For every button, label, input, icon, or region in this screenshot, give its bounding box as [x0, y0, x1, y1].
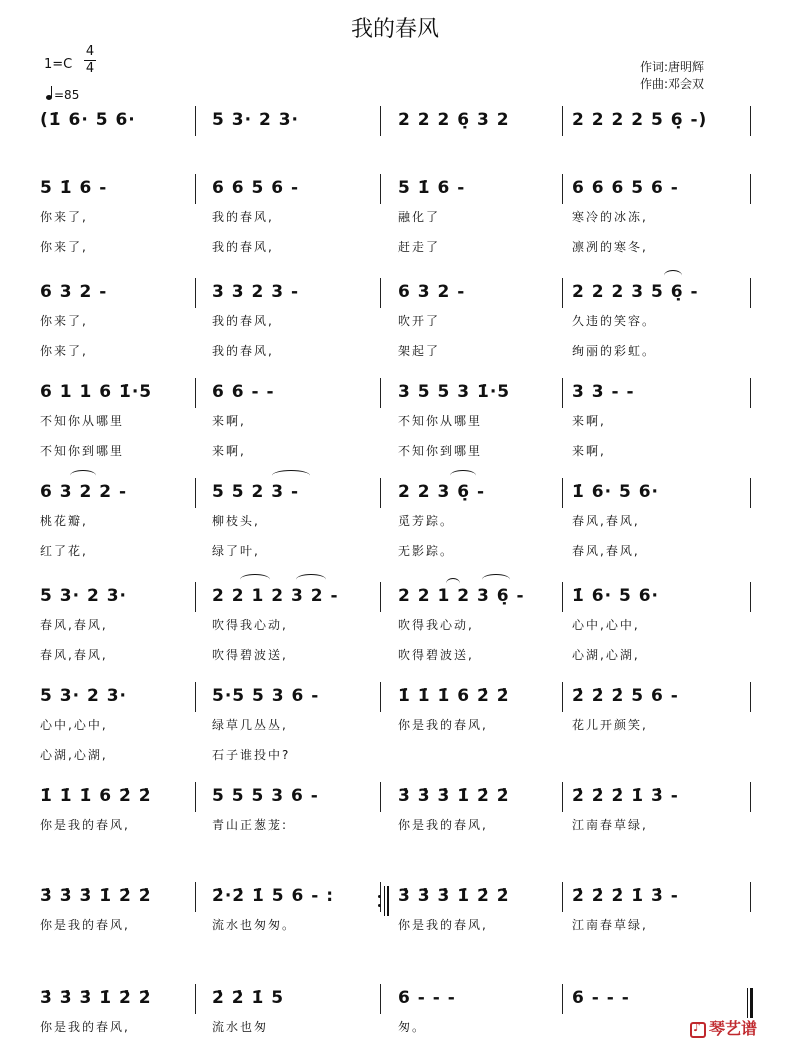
measure-notes: 5 5 2 3 -: [212, 482, 300, 502]
measure-notes: 2 2 2 2 5 6̣ -): [572, 110, 708, 130]
lyric-segment: 来啊,: [572, 444, 606, 458]
barline: [195, 682, 196, 712]
measure-notes: 2 2 2 6̣ 3 2: [398, 110, 510, 130]
measure-notes: (1̇ 6· 5 6·: [40, 110, 136, 130]
barline: [562, 378, 563, 408]
measure-notes: 6 6 6 5 6 -: [572, 178, 679, 198]
key-signature: 1=C: [44, 57, 73, 72]
barline: [380, 106, 381, 136]
lyric-segment: 你是我的春风,: [398, 718, 488, 732]
lyric-segment: 不知你从哪里: [398, 414, 483, 428]
barline: [562, 174, 563, 204]
measure-notes: 3̇ 3̇ 3̇ 1̇ 2̇ 2̇: [40, 988, 152, 1008]
quarter-note-icon: [46, 95, 52, 100]
lyric-segment: 吹得我心动,: [398, 618, 474, 632]
measure-notes: 6 3 2 -: [40, 282, 108, 302]
barline: [750, 882, 751, 912]
slur: [240, 574, 270, 585]
lyric-segment: 心中,心中,: [40, 718, 108, 732]
lyric-segment: 我的春风,: [212, 210, 274, 224]
lyric-segment: 来啊,: [572, 414, 606, 428]
barline: [380, 174, 381, 204]
barline: [750, 278, 751, 308]
slur: [664, 270, 682, 281]
lyric-segment: 青山正葱茏:: [212, 818, 289, 832]
lyric-segment: 不知你从哪里: [40, 414, 125, 428]
barline: [380, 478, 381, 508]
barline: [750, 782, 751, 812]
lyric-segment: 赶走了: [398, 240, 441, 254]
lyric-segment: 桃花瓣,: [40, 514, 88, 528]
lyric-segment: 我的春风,: [212, 240, 274, 254]
slur: [450, 470, 476, 481]
barline: [750, 106, 751, 136]
slur: [446, 578, 460, 589]
lyric-segment: 架起了: [398, 344, 441, 358]
lyric-segment: 你来了,: [40, 344, 88, 358]
site-logo[interactable]: [690, 1016, 757, 1039]
barline: [750, 582, 751, 612]
barline: [750, 478, 751, 508]
measure-notes: 2 2 1 2 3 6̣ -: [398, 586, 525, 606]
slur: [482, 574, 510, 585]
barline: [562, 782, 563, 812]
lyric-segment: 我的春风,: [212, 314, 274, 328]
lyric-segment: 你来了,: [40, 314, 88, 328]
logo-text: 琴艺谱: [709, 1019, 758, 1038]
lyric-segment: 柳枝头,: [212, 514, 260, 528]
barline: [380, 682, 381, 712]
barline: [195, 106, 196, 136]
lyric-segment: 流水也匆匆。: [212, 918, 297, 932]
barline: [380, 984, 381, 1014]
lyric-segment: 不知你到哪里: [398, 444, 483, 458]
composer-credit: 作曲:邓会双: [640, 77, 705, 91]
barline: [195, 882, 196, 912]
barline: [562, 582, 563, 612]
slur: [296, 574, 326, 585]
lyric-segment: 江南春草绿,: [572, 818, 648, 832]
barline: [562, 478, 563, 508]
lyric-segment: 来啊,: [212, 414, 246, 428]
barline: [195, 174, 196, 204]
lyric-segment: 你是我的春风,: [398, 818, 488, 832]
measure-notes: 3 3 2 3 -: [212, 282, 300, 302]
barline: [380, 582, 381, 612]
measure-notes: 6 6 - -: [212, 382, 275, 402]
measure-notes: 5 3· 2 3·: [40, 586, 127, 606]
music-logo-icon: [690, 1022, 706, 1038]
lyric-segment: 你是我的春风,: [40, 1020, 130, 1034]
measure-notes: 3̇ 3̇ 3̇ 1̇ 2̇ 2̇: [398, 786, 510, 806]
measure-notes: 6 - - -: [398, 988, 456, 1008]
lyric-segment: 匆。: [398, 1020, 427, 1034]
time-signature-top: 4: [85, 44, 95, 59]
lyricist-credit: 作词:唐明辉: [640, 60, 705, 74]
barline: [750, 682, 751, 712]
measure-notes: 5·5 5 3 6 -: [212, 686, 320, 706]
measure-notes: 2̇ 2̇ 1̇ 5: [212, 988, 285, 1008]
measure-notes: 2 2 2 3 5 6̣ -: [572, 282, 699, 302]
lyric-segment: 寒冷的冰冻,: [572, 210, 648, 224]
measure-notes: 2̇·2̇ 1̇ 5 6 - :: [212, 886, 335, 906]
barline: [750, 174, 751, 204]
lyric-segment: 春风,春风,: [40, 648, 108, 662]
lyric-segment: 我的春风,: [212, 344, 274, 358]
measure-notes: 5 5 5 3 6 -: [212, 786, 319, 806]
slur: [70, 470, 96, 481]
barline: [195, 582, 196, 612]
lyric-segment: 江南春草绿,: [572, 918, 648, 932]
lyric-segment: 石子谁投中?: [212, 748, 291, 762]
time-signature-bottom: 4: [85, 61, 95, 76]
measure-notes: 5 1̇ 6 -: [398, 178, 466, 198]
measure-notes: 3 5 5 3 1̇·5: [398, 382, 511, 402]
barline: [195, 984, 196, 1014]
lyric-segment: 凛冽的寒冬,: [572, 240, 648, 254]
measure-notes: 5 3· 2 3·: [212, 110, 299, 130]
lyric-segment: 你是我的春风,: [40, 818, 130, 832]
time-signature: [84, 44, 96, 77]
measure-notes: 6 3 2 2 -: [40, 482, 128, 502]
lyric-segment: 红了花,: [40, 544, 88, 558]
barline: [562, 984, 563, 1014]
measure-notes: 2 2 3 6̣ -: [398, 482, 486, 502]
measure-notes: 6 6 5 6 -: [212, 178, 300, 198]
lyric-segment: 吹得碧波送,: [212, 648, 288, 662]
barline: [195, 782, 196, 812]
barline: [195, 378, 196, 408]
lyric-segment: 流水也匆: [212, 1020, 269, 1034]
lyric-segment: 你是我的春风,: [398, 918, 488, 932]
measure-notes: 6 3 2 -: [398, 282, 466, 302]
lyric-segment: 你来了,: [40, 210, 88, 224]
lyric-segment: 吹开了: [398, 314, 441, 328]
measure-notes: 2 2 1 2 3 2 -: [212, 586, 339, 606]
lyric-segment: 花儿开颜笑,: [572, 718, 648, 732]
lyric-segment: 绿草几丛丛,: [212, 718, 288, 732]
barline: [195, 278, 196, 308]
lyric-segment: 心中,心中,: [572, 618, 640, 632]
barline: [195, 478, 196, 508]
lyric-segment: 春风,春风,: [572, 514, 640, 528]
lyric-segment: 无影踪。: [398, 544, 455, 558]
measure-notes: 1̇ 6· 5 6·: [572, 482, 659, 502]
lyric-segment: 你是我的春风,: [40, 918, 130, 932]
lyric-segment: 绚丽的彩虹。: [572, 344, 657, 358]
measure-notes: 3̇ 3̇ 3̇ 1̇ 2̇ 2̇: [398, 886, 510, 906]
measure-notes: 5 1̇ 6 -: [40, 178, 108, 198]
barline: [380, 378, 381, 408]
lyric-segment: 融化了: [398, 210, 441, 224]
measure-notes: 6 1 1 6 1̇·5: [40, 382, 153, 402]
tempo-marking: [46, 88, 79, 102]
lyric-segment: 心湖,心湖,: [572, 648, 640, 662]
lyric-segment: 吹得我心动,: [212, 618, 288, 632]
lyric-segment: 来啊,: [212, 444, 246, 458]
measure-notes: 6 - - -: [572, 988, 630, 1008]
song-title: 我的春风: [350, 17, 439, 42]
slur: [272, 470, 310, 481]
measure-notes: 5 3· 2 3·: [40, 686, 127, 706]
lyric-segment: 心湖,心湖,: [40, 748, 108, 762]
barline: [562, 882, 563, 912]
measure-notes: 1̇ 1̇ 1̇ 6 2̇ 2̇: [40, 786, 152, 806]
measure-notes: 2̇ 2̇ 2̇ 1̇ 3̇ -: [572, 886, 679, 906]
lyric-segment: 春风,春风,: [572, 544, 640, 558]
measure-notes: 3̇ 3̇ 3̇ 1̇ 2̇ 2̇: [40, 886, 152, 906]
measure-notes: 2̇ 2̇ 2̇ 1̇ 3̇ -: [572, 786, 679, 806]
lyric-segment: 你来了,: [40, 240, 88, 254]
lyric-segment: 觅芳踪。: [398, 514, 455, 528]
barline: [562, 682, 563, 712]
barline: [380, 782, 381, 812]
tempo-value: =85: [54, 88, 80, 102]
barline: [750, 378, 751, 408]
measure-notes: 2̇ 2̇ 2̇ 5 6 -: [572, 686, 679, 706]
lyric-segment: 绿了叶,: [212, 544, 260, 558]
measure-notes: 1̇ 1̇ 1̇ 6 2̇ 2̇: [398, 686, 510, 706]
lyric-segment: 不知你到哪里: [40, 444, 125, 458]
barline: [380, 278, 381, 308]
measure-notes: 1̇ 6· 5 6·: [572, 586, 659, 606]
lyric-segment: 春风,春风,: [40, 618, 108, 632]
lyric-segment: 吹得碧波送,: [398, 648, 474, 662]
barline: [562, 106, 563, 136]
measure-notes: 3 3 - -: [572, 382, 635, 402]
lyric-segment: 久违的笑容。: [572, 314, 657, 328]
barline: [562, 278, 563, 308]
